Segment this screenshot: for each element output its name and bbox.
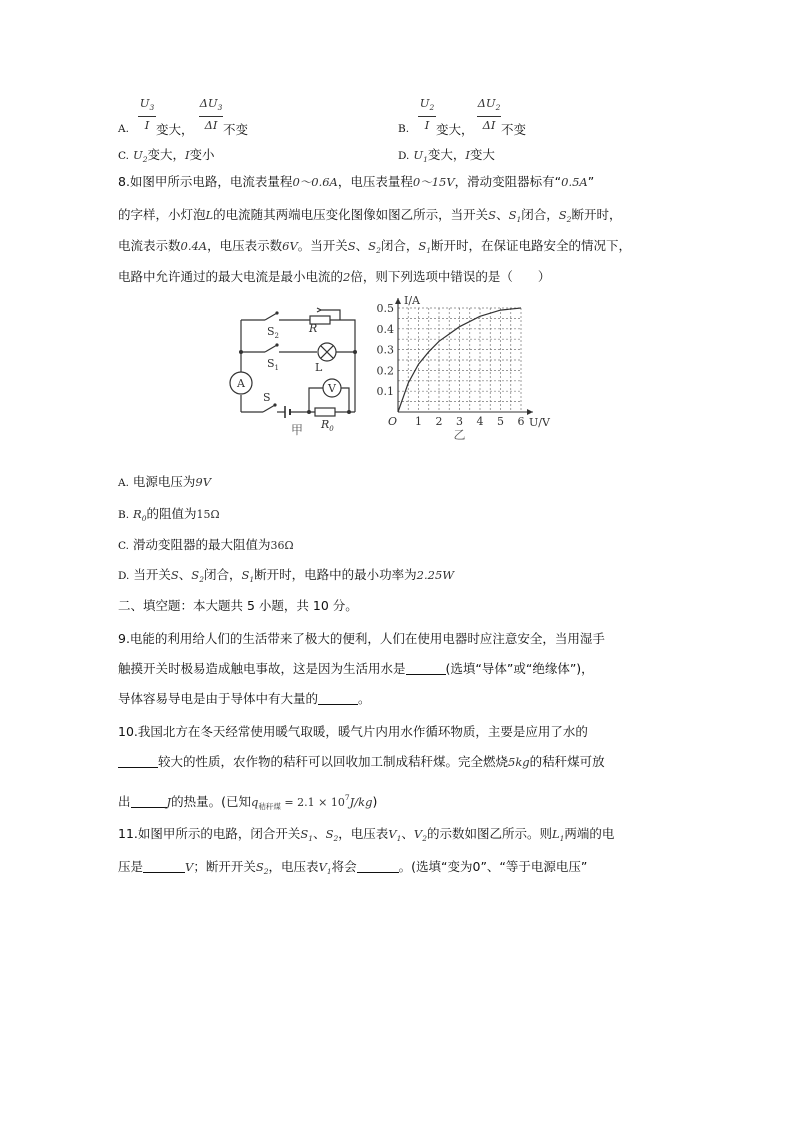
q8-option-d: D. 当开关S、$S_2$闭合，$S_1$断开时，电路中的最小功率为2.25W: [118, 567, 455, 584]
fraction: $\Delta U_2$ ΔI: [477, 96, 501, 132]
switch-s1: [265, 345, 277, 352]
ammeter-label: A: [237, 377, 245, 390]
chart-axes: [395, 298, 533, 415]
r-label: R: [309, 322, 318, 335]
q9-line-3: 导体容易导电是由于导体中有大量的 。: [118, 691, 371, 706]
fraction: $U_3$ I: [139, 96, 155, 132]
x-tick-label: 3: [456, 415, 463, 428]
s-label: S: [263, 391, 271, 404]
y-tick-label: 0.3: [376, 343, 394, 357]
answer-blank[interactable]: [406, 662, 446, 675]
q11-line-1: 11.如图甲所示的电路，闭合开关$S_1$、$S_2$，电压表$V_1$、$V_2$的示数如图乙所示。则$L_1$两端的电: [118, 826, 615, 843]
voltmeter-label: V: [328, 382, 336, 395]
answer-blank[interactable]: [131, 795, 167, 808]
iu-chart: [368, 292, 550, 442]
q8-line-2: 的字样，小灯泡L的电流随其两端电压变化图像如图乙所示，当开关S、$S_1$闭合，$S_2$断开时，: [118, 207, 622, 224]
q8-line-4: 电路中允许通过的最大电流是最小电流的2倍，则下列选项中错误的是（ ）: [118, 269, 551, 284]
caption-jia: 甲: [290, 423, 304, 437]
q7-option-c: C. $U_2$变大，I变小: [118, 147, 215, 164]
q9-line-1: 9.电能的利用给人们的生活带来了极大的便利，人们在使用电器时应注意安全，当用湿手: [118, 631, 605, 646]
y-tick-label: 0.1: [376, 385, 394, 399]
x-tick-label: 6: [517, 415, 525, 428]
chart-grid: [398, 308, 521, 412]
y-tick-label: 0.4: [376, 322, 394, 336]
s1-label: $S_1$: [267, 357, 280, 372]
q10-line-1: 10.我国北方在冬天经常使用暖气取暖，暖气片内用水作循环物质，主要是应用了水的: [118, 724, 588, 739]
l-label: L: [315, 361, 323, 374]
fraction: $\Delta U_3$ ΔI: [199, 96, 223, 132]
y-axis-arrow: [395, 298, 401, 304]
chart-origin-label: O: [388, 415, 398, 428]
option-label: A.: [118, 123, 129, 135]
switch-s: [263, 405, 275, 412]
q8-option-c: C. 滑动变阻器的最大阻值为36Ω: [118, 537, 294, 552]
answer-blank[interactable]: [143, 860, 185, 873]
s2-label: $S_2$: [267, 325, 280, 340]
q10-line-2: 较大的性质，农作物的秸秆可以回收加工制成秸秆煤。完全燃烧5kg的秸秆煤可放: [118, 754, 605, 770]
fraction: $U_2$ I: [419, 96, 435, 132]
answer-blank[interactable]: [357, 860, 399, 873]
answer-blank[interactable]: [318, 692, 358, 705]
q8-line-3: 电流表示数0.4A，电压表示数6V。当开关S、$S_2$闭合，$S_1$断开时，在保证电路安全的情况下，: [118, 238, 632, 255]
option-label: B.: [398, 123, 410, 135]
q8-option-a: A. 电源电压为9V: [118, 474, 212, 489]
q9-line-2: 触摸开关时极易造成触电事故，这是因为生活用水是 (选填“导体”或“绝缘体”)，: [118, 661, 594, 676]
resistor-r0: [315, 408, 335, 416]
section-title: 二、填空题：本大题共 5 小题，共 10 分。: [118, 598, 358, 613]
circuit-diagram: [225, 300, 365, 440]
chart-xlabel: U/V: [529, 416, 550, 429]
q8-option-b: B. $R_0$的阻值为15Ω: [118, 506, 220, 523]
q7-option-d: D. $U_1$变大，I变大: [398, 147, 495, 164]
x-tick-label: 5: [497, 415, 504, 428]
x-tick-label: 2: [435, 415, 443, 428]
x-tick-label: 4: [476, 415, 484, 428]
q11-line-2: 压是 V；断开开关$S_2$，电压表$V_1$将会 。(选填“变为0”、“等于电源电压”: [118, 859, 588, 876]
answer-blank[interactable]: [118, 755, 158, 768]
chart-ylabel: I/A: [404, 294, 420, 307]
q8-line-1: 8.如图甲所示电路，电流表量程0～0.6A，电压表量程0～15V，滑动变阻器标有“0.5A”: [118, 174, 595, 189]
q10-line-3: 出 J的热量。(已知$q_{秸秆煤} = 2.1 \times 10^7J/kg$): [118, 793, 378, 811]
r0-label: $R_0$: [321, 418, 334, 433]
x-axis-arrow: [527, 409, 533, 415]
caption-yi: 乙: [453, 428, 466, 442]
x-tick-label: 1: [415, 415, 422, 428]
switch-s2: [265, 313, 277, 320]
y-tick-label: 0.5: [376, 302, 394, 315]
y-tick-label: 0.2: [376, 364, 394, 378]
